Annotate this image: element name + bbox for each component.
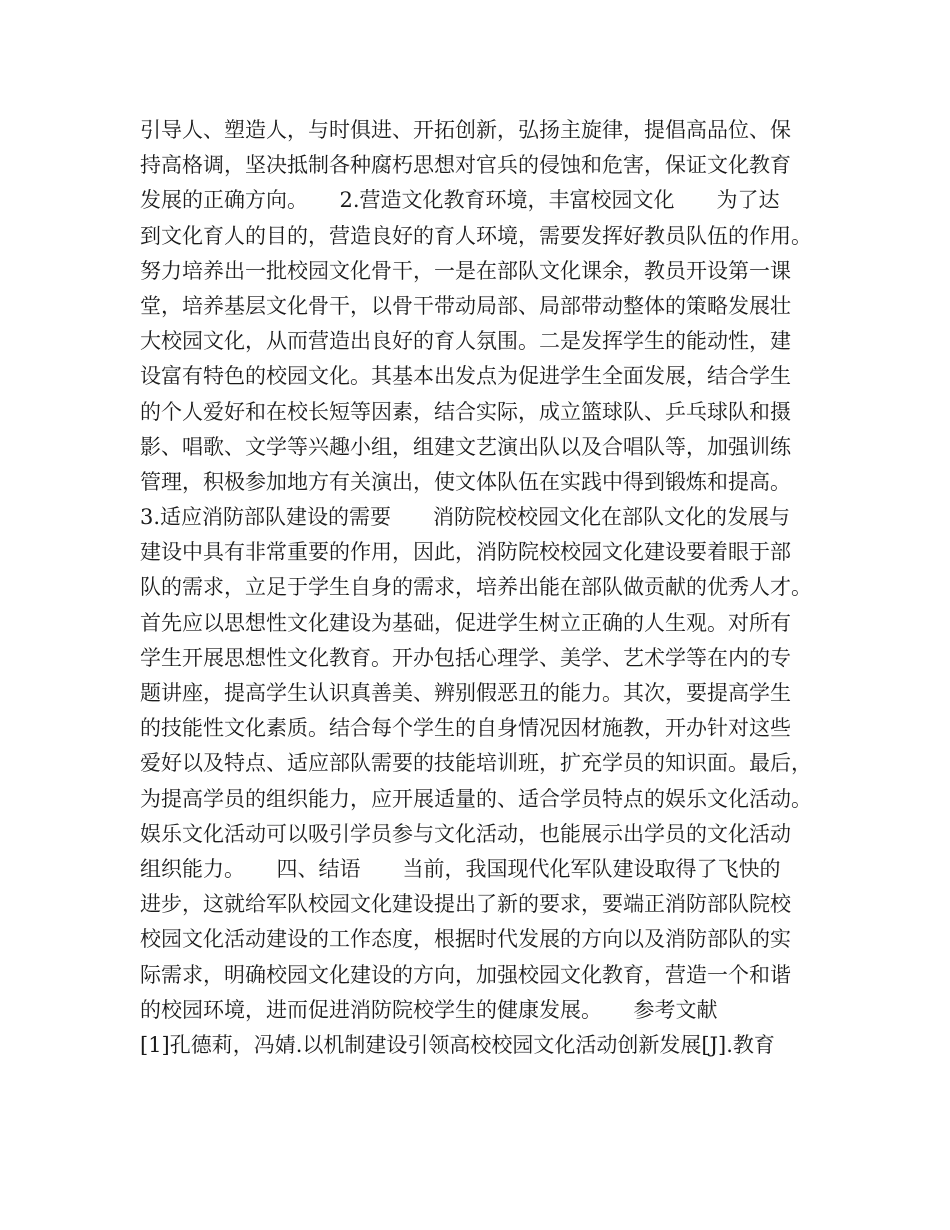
text-line: 学生开展思想性文化教育。开办包括心理学、美学、艺术学等在内的专 (140, 645, 791, 670)
text-line: 组织能力。 四、结语 当前，我国现代化军队建设取得了飞快的 (140, 856, 781, 881)
text-line: 际需求，明确校园文化建设的方向，加强校园文化教育，营造一个和谐 (140, 962, 791, 987)
text-line: 进步，这就给军队校园文化建设提出了新的要求，要端正消防部队院校 (140, 892, 791, 917)
text-line: 队的需求，立足于学生自身的需求，培养出能在部队做贡献的优秀人才。 (140, 575, 812, 600)
text-line: 娱乐文化活动可以吸引学员参与文化活动，也能展示出学员的文化活动 (140, 821, 791, 846)
text-line: 影、唱歌、文学等兴趣小组，组建文艺演出队以及合唱队等，加强训练 (140, 434, 791, 459)
text-line: 爱好以及特点、适应部队需要的技能培训班，扩充学员的知识面。最后， (140, 751, 812, 776)
text-line: 堂，培养基层文化骨干，以骨干带动局部、局部带动整体的策略发展壮 (140, 293, 791, 318)
text-line: 建设中具有非常重要的作用，因此，消防院校校园文化建设要着眼于部 (140, 540, 791, 565)
text-line: 管理，积极参加地方有关演出，使文体队伍在实践中得到锻炼和提高。 (140, 469, 791, 494)
text-line: 大校园文化，从而营造出良好的育人氛围。二是发挥学生的能动性，建 (140, 329, 791, 354)
text-line: 的技能性文化素质。结合每个学生的自身情况因材施教，开办针对这些 (140, 716, 791, 741)
text-line: 的校园环境，进而促进消防院校学生的健康发展。 参考文献 (140, 997, 718, 1022)
text-line: 到文化育人的目的，营造良好的育人环境，需要发挥好教员队伍的作用。 (140, 223, 812, 248)
text-line: 为提高学员的组织能力，应开展适量的、适合学员特点的娱乐文化活动。 (140, 786, 812, 811)
text-line: 努力培养出一批校园文化骨干，一是在部队文化课余，教员开设第一课 (140, 258, 791, 283)
text-line: 校园文化活动建设的工作态度，根据时代发展的方向以及消防部队的实 (140, 927, 791, 952)
text-line: 3.适应消防部队建设的需要 消防院校校园文化在部队文化的发展与 (140, 505, 791, 530)
text-line: 的个人爱好和在校长短等因素，结合实际，成立篮球队、乒乓球队和摄 (140, 399, 791, 424)
body-text (140, 113, 830, 1063)
text-line: 持高格调，坚决抵制各种腐朽思想对官兵的侵蚀和危害，保证文化教育 (140, 153, 791, 178)
text-line: [1]孔德莉，冯婧.以机制建设引领高校校园文化活动创新发展[J].教育 (140, 1032, 775, 1057)
text-line: 首先应以思想性文化建设为基础，促进学生树立正确的人生观。对所有 (140, 610, 791, 635)
text-line: 设富有特色的校园文化。其基本出发点为促进学生全面发展，结合学生 (140, 364, 791, 389)
text-line: 发展的正确方向。 2.营造文化教育环境，丰富校园文化 为了达 (140, 188, 780, 213)
text-line: 引导人、塑造人，与时俱进、开拓创新，弘扬主旋律，提倡高品位、保 (140, 118, 791, 142)
text-line: 题讲座，提高学生认识真善美、辨别假恶丑的能力。其次，要提高学生 (140, 681, 791, 705)
